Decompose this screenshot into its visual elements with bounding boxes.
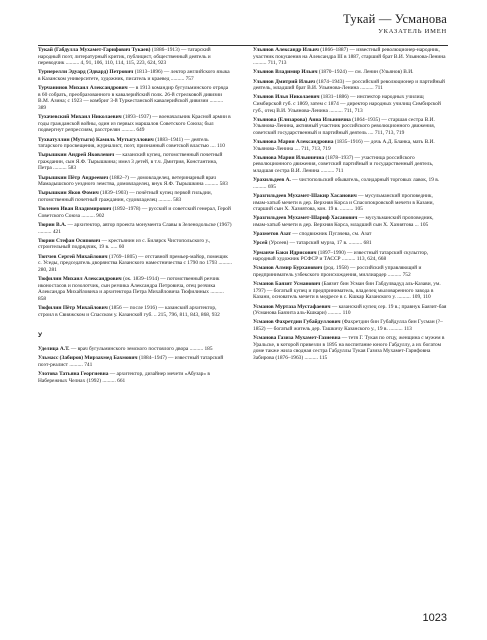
- entry-description: — мусульманский проповедник, имам-хатыб мечети в дер. Верхняя Корса, младший сын Х. Хазиятова ... 105: [253, 215, 434, 228]
- entry-name: Тырышкин Яков Фомич: [38, 190, 99, 197]
- entry-name: Усманова Газиза Мухамет-Газиевна: [253, 335, 341, 342]
- header-subtitle: УКАЗАТЕЛЬ ИМЕН: [378, 28, 447, 35]
- entry-name: Уделица А.Т.: [38, 346, 70, 353]
- entry-name: Ульянов Владимир Ильич: [253, 69, 318, 76]
- header-title: Тукай — Усманова: [343, 12, 447, 26]
- right-entries-list: [253, 47, 447, 361]
- index-entry: [253, 177, 447, 190]
- entry-name: Тукай (Габдулла Мухамет-Гарифович Тукаев): [38, 47, 151, 53]
- entry-description: (1884–1947) — известный татарский поэт-реалист .......... 741: [38, 355, 224, 368]
- entry-name: Усманов Муртаза Мустафаевич: [253, 303, 331, 310]
- entry-name: Ульянова Мария Ильинична: [253, 154, 325, 161]
- entry-name: Уразгильдеев Мухамет-Шариф Хасанович: [253, 215, 358, 222]
- entry-description: (1769–1805) — отставной премьер-майор, помещик с. Уседы, председатель дворянства Казанского наместничества с 1790 по 1793 .......... 280, 281: [38, 253, 232, 273]
- entry-name: Уразгильдеев Мухамет-Шакир Хасанович: [253, 193, 357, 200]
- index-entry: [253, 319, 447, 332]
- index-entry: [253, 281, 447, 301]
- entry-name: Турчанинов Михаил Александрович: [38, 85, 128, 92]
- running-header: [343, 12, 447, 35]
- index-entry: [253, 193, 447, 213]
- index-entry: [38, 85, 232, 111]
- entry-name: Ульянова (Елизарова) Анна Ильинична: [253, 116, 351, 123]
- entry-name: Тюрин Стефан Осипович: [38, 237, 101, 244]
- entry-name: Улотова Татьяна Георгиевна: [38, 371, 109, 378]
- left-entries-list: [38, 47, 232, 318]
- index-entry: [253, 215, 447, 228]
- entry-name: Тырышкин Пётр Андреевич: [38, 174, 109, 181]
- entry-name: Турнерелли Эдуард (Эдвард) Петрович: [38, 69, 134, 76]
- entry-description: — крестьянин из с. Билярск Чистопольского у., строительный подрядчик, 19 в. ..... 60: [38, 237, 211, 251]
- entry-name: Тюрин В.А.: [38, 222, 67, 228]
- entry-name: Тюфилин Пётр Михайлович: [38, 304, 108, 311]
- entry-description: (1835–1916) — дочь А.Д. Бланка, мать В.И. Ульянова-Ленина .... 711, 713, 719: [253, 139, 435, 152]
- entry-description: (1870–1924) — см. Ленин (Ульянов) В.И.: [317, 69, 414, 76]
- entry-name: Усманов Алмир Бурханович: [253, 265, 323, 272]
- entry-description: — казанский купец, потомственный почетный гражданин, сын Я.Ф. Тырышкина; имел 3 детей, в т.ч. Дмитрия, Константина, Петра .......... 583: [38, 152, 223, 172]
- entry-name: Урманче Баки Идрисович: [253, 249, 317, 256]
- index-entry: [38, 238, 232, 251]
- index-entry: [253, 69, 447, 76]
- entry-name: Тюфилин Михаил Александрович: [38, 275, 122, 282]
- header-divider: [38, 45, 448, 46]
- index-entry: [253, 231, 447, 238]
- index-entry: [38, 190, 232, 203]
- right-column: [253, 47, 447, 364]
- entry-name: Ульянов Дмитрий Ильич: [253, 78, 316, 85]
- page-number: 1023: [422, 612, 447, 624]
- entry-description: (1864–1935) — старшая сестра В.И. Ульянова-Ленина, активный участник российского революционного движения, советский государственный и партийный деятель .... 711, 713, 719: [253, 116, 436, 136]
- entry-name: Ульмасс (Забиров) Мирзахмед Бахмович: [38, 355, 138, 362]
- index-entry: [38, 305, 232, 318]
- index-entry: [38, 69, 232, 82]
- index-entry: [38, 175, 232, 188]
- entry-description: (1874–1943) — российский революционер и партийный деятель, младший брат В.И. Ульянова-Ленина .......... 711: [253, 78, 445, 92]
- entry-description: (1893–1937) — военачальник Красной армии в годы гражданской войны, один из первых маршалов Советского Союза; был подвергнут репрессиям, расстрелян .......... 649: [38, 114, 231, 134]
- index-entry: [38, 222, 232, 235]
- entry-name: Ульянова Мария Александровна: [253, 139, 334, 146]
- entry-description: (1886–1913) — татарский народный поэт, литературный критик, публицист, общественный деятель и переводчик .......... 4, 91, 106, 110, 114, 115, 223, 624, 923: [38, 47, 211, 67]
- entry-name: Тюленев Иван Владимирович: [38, 206, 112, 213]
- entry-description: (1882–?) — домовладелец, ветеринарный врач Мамадышского уездного земства, домовладелец, внук Я.Ф. Тырышкина .......... 583: [38, 174, 228, 188]
- entry-description: (Фахретдин бин Губайдулла бин Гусман (?–1852) — богатый житель дер. Ташкичу Казанского у., 19 в. .......... 113: [253, 319, 443, 332]
- entry-description: — архитектор, дизайнер мечети «Абузар» в Набережных Челнах (1992) .......... 661: [38, 371, 210, 384]
- entry-description: — тетя Г. Тукая по отцу, женщина с мужем в Уральске, в которой привезли в 1895 на воспитание юного Габдуллу, а их богатом доме также жила сводная сестра Габдуллы Тукая Газиза Мухамет-Гарифовна Забирова (1876–1963) .......... 115: [253, 335, 445, 361]
- index-entry: [253, 155, 447, 175]
- entry-name: Усманов Баязит Усманович: [253, 281, 321, 288]
- entry-description: — в 1913 командир бугульминского отряда в 60 собрать, преобразованного в кавалерийский полк. 26-й стрелковой дивизии В.М. Азина; с 1923 — комбриг 3-й Туркестанской кавалерийской дивизии .......... 389: [38, 85, 229, 111]
- entry-description: (Баязит бин Усман бин Габдулвадуд аль-Казави, ум. 1797) — богатый купец и предприниматель, владелец мыловаренного завода в Казани, основатель мечети в медресе в с. Кшкар Казанского у. .......... 109, 110: [253, 281, 441, 301]
- entry-name: Усманов Фахретдин Губайдуллович: [253, 319, 341, 326]
- index-entry: [253, 79, 447, 92]
- entry-name: Ульянов Илья Николаевич: [253, 94, 320, 101]
- entry-description: (1878–1937) — участница российского революционного движения, советский партийный и государственный деятель, младшая сестра В.И. Ленина .......... 711: [253, 154, 434, 175]
- entry-description: (ок. 1839–1914) — потомственный резчик иконостасов и позолотчик, сын резчика Александра Петровича, отец резчика Александра Михайловича и архитектора Петра Михайловича Тюфилиных .......... 858: [38, 275, 224, 302]
- index-entry: [253, 250, 447, 263]
- index-entry: [38, 254, 232, 274]
- entry-description: (1897–1990) — известный татарский скульптор, народный художник РСФСР и ТАССР .......... 113, 624, 668: [253, 249, 429, 263]
- entry-name: Тухачевский Михаил Николаевич: [38, 114, 122, 121]
- index-entry: [38, 206, 232, 219]
- entry-description: (1883–1941) — деятель татарского просвещения, журналист, поэт, признанный советской властью .... 110: [38, 136, 225, 150]
- index-entry: [38, 355, 232, 368]
- left-column: [38, 47, 232, 387]
- left-u-entries-list: [38, 346, 232, 384]
- entry-name: Уразметов Азат: [253, 231, 292, 238]
- entry-description: (1831–1886) — инспектор народных училищ Симбирской губ. с 1869, затем с 1874 — директор народных училищ Симбирской губ., отец В.И. Ульянова-Ленина .......... 711, 713: [253, 94, 441, 114]
- entry-description: (1892–1978) — русский и советский генерал, Герой Советского Союза .......... 902: [38, 206, 231, 219]
- entry-description: (1866–1887) — известный революционер-народник, участник покушения на Александра III в 1887, старший брат В.И. Ульянова-Ленина .......... 711, 713: [253, 47, 446, 67]
- index-entry: [253, 117, 447, 137]
- index-entry: [38, 276, 232, 302]
- entry-name: Урсей: [253, 240, 268, 247]
- index-entry: [38, 114, 232, 134]
- entry-description: (1856 — после 1916) — казанский архитектор, строил в Свияжском и Спасском у. Казанской губ. .. 215, 796, 811, 843, 868, 932: [38, 304, 220, 318]
- entry-name: Тухватуллин (Мутыги) Камиль Мутыгуллович: [38, 136, 154, 143]
- section-letter-u: У: [38, 332, 43, 340]
- entry-name: Тырышкин Андрей Яковлевич: [38, 152, 115, 159]
- entry-description: (род. 1958) — российский управляющий и предприниматель узбекского происхождения, миллиардер .......... 752: [253, 265, 422, 278]
- entry-description: (1813–1896) — лектор английского языка в Казанском университете, художник, писатель и краевед .......... 757: [38, 69, 230, 82]
- entry-name: Урахильдеев А.: [253, 177, 291, 184]
- entry-description: — чистопольский обыватель, солидарный торговых лавок, 19 в. .......... 695: [253, 177, 440, 190]
- index-entry: [253, 94, 447, 114]
- index-entry: [253, 139, 447, 152]
- entry-name: Тютчев Сергей Михайлович: [38, 253, 108, 260]
- entry-description: — врач бугульминского земского постоялого двора .......... 185: [69, 346, 213, 353]
- index-entry: [253, 240, 447, 247]
- entry-description: — мусульманский проповедник, имам-хатыб мечети в дер. Верхняя Корса и Спасопокровской мечети в Казани, старший сын Х. Хазиятова, кон. 19 в. .......... 105: [253, 193, 434, 213]
- entry-description: — сподвижник Пугачева, см. Азат: [291, 231, 372, 238]
- entry-description: (1839–1903) — почётный купец первой гильдии, потомственный почетный гражданин, судовладелец .......... 583: [38, 190, 212, 204]
- index-entry: [38, 346, 232, 353]
- entry-description: — казанский купец сер. 19 в.; правнук Баязит-бая (Усманова Баязита аль-Кшкари) .......... 110: [253, 303, 447, 317]
- index-entry: [38, 47, 232, 67]
- entry-description: (Урсеев) — татарский мурза, 17 в. .......... 681: [267, 240, 372, 247]
- index-entry: [253, 47, 447, 67]
- index-entry: [38, 137, 232, 150]
- index-entry: [253, 335, 447, 361]
- index-entry: [38, 152, 232, 172]
- entry-name: Ульянов Александр Ильич: [253, 47, 319, 53]
- index-entry: [38, 371, 232, 384]
- index-entry: [253, 304, 447, 317]
- entry-description: — архитектор, автор проекта монумента Славы в Зеленодольске (1967) .......... 421: [38, 222, 232, 235]
- index-entry: [253, 265, 447, 278]
